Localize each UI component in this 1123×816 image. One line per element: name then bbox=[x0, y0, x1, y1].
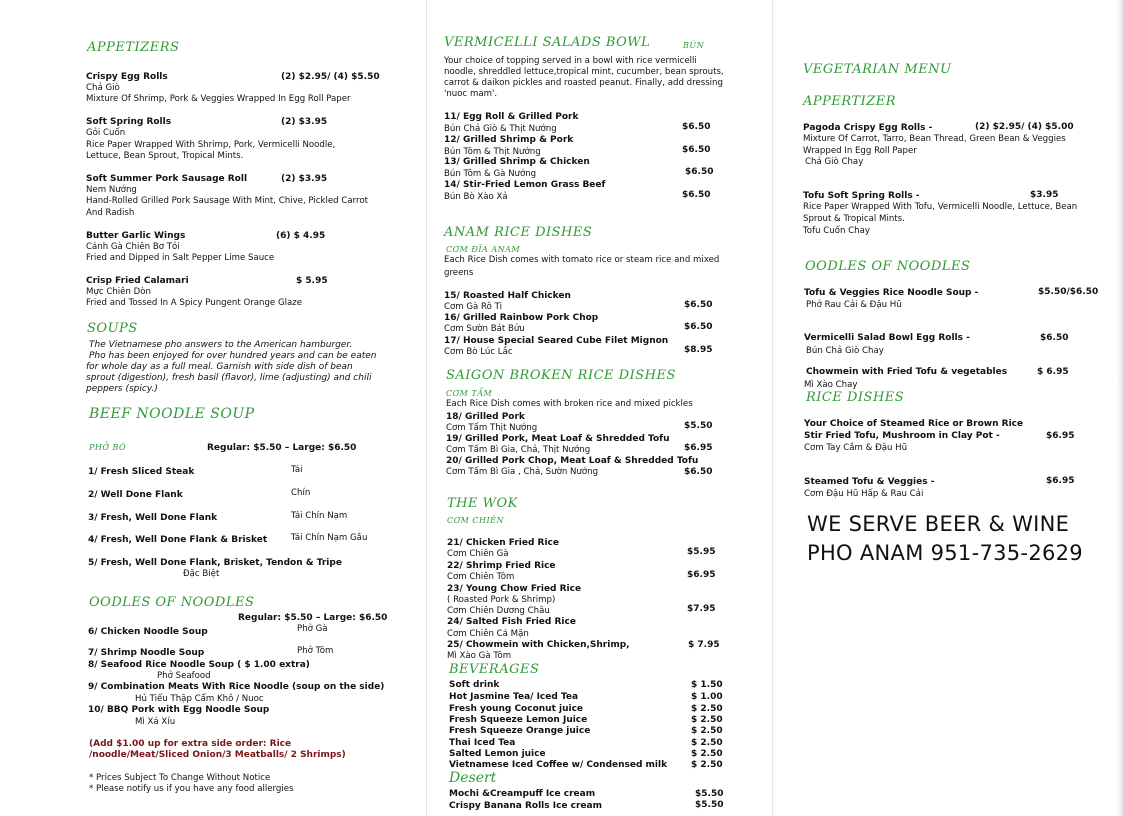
item-vietnamese-name: Cơm Tấm Thịt Nướng bbox=[446, 423, 538, 433]
item-price: $ 6.95 bbox=[1037, 367, 1069, 377]
item-name: Regular: $5.50 – Large: $6.50 bbox=[238, 613, 388, 623]
item-price: $5.50 bbox=[695, 800, 724, 810]
section-description: sprout (digestion), fresh basil (flavor), lime (adjusting) and chili bbox=[86, 373, 372, 383]
item-name: Vermicelli Salad Bowl Egg Rolls - bbox=[804, 333, 970, 343]
item-name: Fresh Squeeze Lemon Juice bbox=[449, 715, 588, 725]
section-heading: SOUPS bbox=[87, 321, 138, 336]
section-heading: SAIGON BROKEN RICE DISHES bbox=[446, 368, 676, 383]
item-price: $6.50 bbox=[684, 322, 713, 332]
section-heading: APPETIZERS bbox=[87, 40, 180, 55]
panel-fold-divider bbox=[772, 0, 773, 816]
item-price: (2) $2.95/ (4) $5.00 bbox=[975, 122, 1074, 132]
item-description: Rice Paper Wrapped With Tofu, Vermicelli Noodle, Lettuce, Bean bbox=[803, 202, 1078, 212]
item-name: 10/ BBQ Pork with Egg Noodle Soup bbox=[88, 705, 270, 715]
item-vietnamese-name: Gỏi Cuốn bbox=[86, 128, 126, 138]
item-price: $3.95 bbox=[1030, 190, 1059, 200]
item-name: Soft Spring Rolls bbox=[86, 117, 172, 127]
item-description: * Please notify us if you have any food allergies bbox=[89, 784, 294, 794]
section-description: Pho has been enjoyed for over hundred years and can be eaten bbox=[89, 351, 377, 361]
item-name: 6/ Chicken Noodle Soup bbox=[88, 627, 208, 637]
item-price: $ 2.50 bbox=[691, 715, 723, 725]
item-price: $6.50 bbox=[682, 145, 711, 155]
scan-edge-shadow bbox=[1117, 0, 1123, 816]
item-price: $ 1.50 bbox=[691, 680, 723, 690]
section-heading: APPERTIZER bbox=[803, 94, 897, 109]
item-vietnamese-name: Cơm Đậu Hũ Hấp & Rau Cải bbox=[804, 489, 924, 499]
item-price: $ 5.95 bbox=[296, 276, 328, 286]
item-price: $6.95 bbox=[687, 570, 716, 580]
item-name: Tofu Soft Spring Rolls - bbox=[803, 191, 920, 201]
item-vietnamese-name: Cơm Tay Cầm & Đậu Hũ bbox=[804, 443, 908, 453]
item-name: 20/ Grilled Pork Chop, Meat Loaf & Shredded Tofu bbox=[446, 456, 699, 466]
item-price: $6.95 bbox=[684, 443, 713, 453]
item-vietnamese-name: Hủ Tiếu Thập Cẩm Khô / Nuoc bbox=[135, 694, 264, 704]
section-heading: OODLES OF NOODLES bbox=[89, 595, 255, 610]
item-vietnamese-name: Cơm Chiên Cá Mặn bbox=[447, 629, 529, 639]
item-vietnamese-name: Đặc Biệt bbox=[183, 569, 220, 579]
section-description: for whole day as a full meal. Garnish with side dish of bean bbox=[86, 362, 353, 372]
item-name: Soft drink bbox=[449, 680, 500, 690]
item-price: $ 2.50 bbox=[691, 760, 723, 770]
item-name: Thai Iced Tea bbox=[449, 738, 516, 748]
item-vietnamese-name: Tái Chín Nạm bbox=[291, 511, 348, 521]
item-price: $6.50 bbox=[1040, 333, 1069, 343]
item-name: Crispy Egg Rolls bbox=[86, 72, 168, 82]
item-description: Mixture Of Shrimp, Pork & Veggies Wrapped In Egg Roll Paper bbox=[86, 94, 351, 104]
item-vietnamese-name: Bún Tôm & Gà Nướng bbox=[444, 169, 537, 179]
item-price: $6.50 bbox=[682, 190, 711, 200]
item-price: (2) $2.95/ (4) $5.50 bbox=[281, 72, 380, 82]
item-vietnamese-name: Phở Gà bbox=[297, 624, 328, 634]
section-subheading: BÚN bbox=[683, 41, 705, 50]
item-price: $5.50 bbox=[695, 789, 724, 799]
item-vietnamese-name: Bún Tôm & Thịt Nướng bbox=[444, 147, 541, 157]
item-name: 1/ Fresh Sliced Steak bbox=[88, 467, 195, 477]
item-price: $6.50 bbox=[685, 167, 714, 177]
item-vietnamese-name: Cánh Gà Chiên Bơ Tỏi bbox=[86, 242, 180, 252]
phone-number: PHO ANAM 951-735-2629 bbox=[807, 541, 1083, 565]
item-vietnamese-name: Phở Rau Cải & Đậu Hũ bbox=[806, 300, 902, 310]
section-heading: BEEF NOODLE SOUP bbox=[89, 406, 255, 422]
extra-order-note: /noodle/Meat/Sliced Onion/3 Meatballs/ 2 Shrimps) bbox=[89, 750, 346, 760]
section-heading: VERMICELLI SALADS BOWL bbox=[444, 35, 651, 50]
item-name: 15/ Roasted Half Chicken bbox=[444, 291, 571, 301]
item-vietnamese-name: Phở Seafood bbox=[157, 671, 211, 681]
item-description: carrot & daikon pickles and roasted peanut. Finally, add dressing bbox=[444, 78, 723, 88]
item-name: 3/ Fresh, Well Done Flank bbox=[88, 513, 218, 523]
section-subheading: CƠM CHIÊN bbox=[447, 516, 505, 525]
item-name: 24/ Salted Fish Fried Rice bbox=[447, 617, 576, 627]
item-description: Lettuce, Bean Sprout, Tropical Mints. bbox=[86, 151, 244, 161]
item-description: Wrapped In Egg Roll Paper bbox=[803, 146, 917, 156]
item-vietnamese-name: Phở Tôm bbox=[297, 646, 334, 656]
item-vietnamese-name: Cơm Sườn Bát Bửu bbox=[444, 324, 525, 334]
item-price: $6.95 bbox=[1046, 431, 1075, 441]
item-name: 25/ Chowmein with Chicken,Shrimp, bbox=[447, 640, 630, 650]
item-name: Tofu & Veggies Rice Noodle Soup - bbox=[804, 288, 979, 298]
section-heading: ANAM RICE DISHES bbox=[444, 225, 593, 240]
item-name: 17/ House Special Seared Cube Filet Mignon bbox=[444, 336, 669, 346]
item-vietnamese-name: Nem Nướng bbox=[86, 185, 137, 195]
item-vietnamese-name: Bún Bò Xào Xả bbox=[444, 192, 508, 202]
item-description: Sprout & Tropical Mints. bbox=[803, 214, 905, 224]
section-subheading: CƠM ĐĨA ANAM bbox=[446, 245, 521, 254]
item-name: 16/ Grilled Rainbow Pork Chop bbox=[444, 313, 599, 323]
item-vietnamese-name: Chín bbox=[291, 488, 311, 498]
item-price: $8.95 bbox=[684, 345, 713, 355]
item-name: 12/ Grilled Shrimp & Pork bbox=[444, 135, 574, 145]
item-vietnamese-name: Cơm Chiên Gà bbox=[447, 549, 509, 559]
item-name: 13/ Grilled Shrimp & Chicken bbox=[444, 157, 590, 167]
item-name: Salted Lemon juice bbox=[449, 749, 546, 759]
item-price: $ 7.95 bbox=[688, 640, 720, 650]
item-vietnamese-name: Tái Chín Nạm Gầu bbox=[291, 533, 368, 543]
section-heading: RICE DISHES bbox=[806, 390, 905, 405]
item-name: Soft Summer Pork Sausage Roll bbox=[86, 174, 248, 184]
item-price: (2) $3.95 bbox=[281, 117, 328, 127]
item-price: $6.50 bbox=[684, 467, 713, 477]
item-name: Steamed Tofu & Veggies - bbox=[804, 477, 935, 487]
section-heading: BEVERAGES bbox=[449, 662, 540, 677]
item-price: (6) $ 4.95 bbox=[276, 231, 326, 241]
item-description: Fried and Dipped in Salt Pepper Lime Sauce bbox=[86, 253, 275, 263]
item-price: $7.95 bbox=[687, 604, 716, 614]
item-vietnamese-name: Chả Giò Chay bbox=[805, 157, 864, 167]
item-price: $ 2.50 bbox=[691, 726, 723, 736]
item-name: Butter Garlic Wings bbox=[86, 231, 186, 241]
item-description: Rice Paper Wrapped With Shrimp, Pork, Vermicelli Noodle, bbox=[86, 140, 336, 150]
item-name: Vietnamese Iced Coffee w/ Condensed milk bbox=[449, 760, 668, 770]
item-vietnamese-name: Mì Xào Gà Tôm bbox=[447, 651, 512, 661]
item-vietnamese-name: Cơm Chiên Tôm bbox=[447, 572, 515, 582]
item-description: * Prices Subject To Change Without Notice bbox=[89, 773, 271, 783]
item-name: Crisp Fried Calamari bbox=[86, 276, 189, 286]
item-name: 8/ Seafood Rice Noodle Soup ( $ 1.00 extra) bbox=[88, 660, 310, 670]
item-vietnamese-name: Mì Xào Chay bbox=[804, 380, 858, 390]
item-price: $5.50/$6.50 bbox=[1038, 287, 1099, 297]
section-description: The Vietnamese pho answers to the American hamburger. bbox=[89, 340, 353, 350]
item-description: greens bbox=[444, 268, 474, 278]
item-description: 'nuoc mam'. bbox=[444, 89, 498, 99]
item-name: 2/ Well Done Flank bbox=[88, 490, 183, 500]
item-vietnamese-name: Tái bbox=[291, 465, 303, 475]
item-price: $6.50 bbox=[684, 300, 713, 310]
item-description: And Radish bbox=[86, 208, 135, 218]
item-price: $6.95 bbox=[1046, 476, 1075, 486]
item-vietnamese-name: Cơm Tấm Bì Gia , Chả, Sườn Nướng bbox=[446, 467, 599, 477]
item-price: (2) $3.95 bbox=[281, 174, 328, 184]
item-description: Hand-Rolled Grilled Pork Sausage With Mint, Chive, Pickled Carrot bbox=[86, 196, 368, 206]
item-name: 5/ Fresh, Well Done Flank, Brisket, Tendon & Tripe bbox=[88, 558, 342, 568]
item-description: Your choice of topping served in a bowl with rice vermicelli bbox=[444, 56, 697, 66]
item-name: 4/ Fresh, Well Done Flank & Brisket bbox=[88, 535, 268, 545]
item-price: $ 2.50 bbox=[691, 749, 723, 759]
item-name: 14/ Stir-Fried Lemon Grass Beef bbox=[444, 180, 606, 190]
item-vietnamese-name: ( Roasted Pork & Shrimp) bbox=[447, 595, 556, 605]
item-description: Each Rice Dish comes with broken rice and mixed pickles bbox=[446, 399, 693, 409]
item-name: 22/ Shrimp Fried Rice bbox=[447, 561, 556, 571]
panel-fold-divider bbox=[426, 0, 427, 816]
item-description: Mixture Of Carrot, Tarro, Bean Thread, Green Bean & Veggies bbox=[803, 134, 1066, 144]
item-name: 9/ Combination Meats With Rice Noodle (soup on the side) bbox=[88, 682, 385, 692]
item-name: Mochi &Creampuff Ice cream bbox=[449, 789, 596, 799]
item-vietnamese-name: Cơm Gà Rô Ti bbox=[444, 302, 502, 312]
item-name: Regular: $5.50 – Large: $6.50 bbox=[207, 443, 357, 453]
section-subheading: PHỞ BÒ bbox=[89, 443, 127, 452]
extra-order-note: (Add $1.00 up for extra side order: Rice bbox=[89, 739, 292, 749]
item-name: 7/ Shrimp Noodle Soup bbox=[88, 648, 205, 658]
item-price: $ 2.50 bbox=[691, 704, 723, 714]
item-vietnamese-name: Cơm Tấm Bì Gia, Chả, Thịt Nướng bbox=[446, 445, 591, 455]
item-name: Pagoda Crispy Egg Rolls - bbox=[803, 123, 933, 133]
item-name: 23/ Young Chow Fried Rice bbox=[447, 584, 582, 594]
item-description: Fried and Tossed In A Spicy Pungent Orange Glaze bbox=[86, 298, 303, 308]
item-price: $5.50 bbox=[684, 421, 713, 431]
item-name: Fresh Squeeze Orange juice bbox=[449, 726, 591, 736]
item-name: Fresh young Coconut juice bbox=[449, 704, 584, 714]
item-description: Each Rice Dish comes with tomato rice or steam rice and mixed bbox=[444, 255, 720, 265]
item-price: $ 2.50 bbox=[691, 738, 723, 748]
section-heading: VEGETARIAN MENU bbox=[803, 62, 952, 77]
promo-text: WE SERVE BEER & WINE bbox=[807, 512, 1070, 536]
section-description: peppers (spicy.) bbox=[86, 384, 158, 394]
item-vietnamese-name: Cơm Bò Lúc Lắc bbox=[444, 347, 513, 357]
section-subheading: CƠM TẤM bbox=[446, 389, 493, 398]
item-name: Stir Fried Tofu, Mushroom in Clay Pot - bbox=[804, 431, 1000, 441]
item-price: $ 1.00 bbox=[691, 692, 723, 702]
item-vietnamese-name: Chả Giò bbox=[86, 83, 120, 93]
item-vietnamese-name: Bún Chả Giò Chay bbox=[806, 346, 884, 356]
section-heading: THE WOK bbox=[447, 496, 518, 511]
item-price: $5.95 bbox=[687, 547, 716, 557]
item-description: noodle, shreddled lettuce,tropical mint, cucumber, bean sprouts, bbox=[444, 67, 724, 77]
item-vietnamese-name: Tofu Cuốn Chay bbox=[803, 226, 870, 236]
item-vietnamese-name: Cơm Chiên Dương Châu bbox=[447, 606, 550, 616]
item-price: $6.50 bbox=[682, 122, 711, 132]
section-heading: OODLES OF NOODLES bbox=[805, 259, 971, 274]
item-name: 18/ Grilled Pork bbox=[446, 412, 525, 422]
section-heading: Desert bbox=[449, 770, 497, 786]
item-vietnamese-name: Bún Chả Giò & Thịt Nướng bbox=[444, 124, 557, 134]
item-name: Your Choice of Steamed Rice or Brown Rice bbox=[804, 419, 1024, 429]
item-vietnamese-name: Mực Chiên Dòn bbox=[86, 287, 151, 297]
item-name: Hot Jasmine Tea/ Iced Tea bbox=[449, 692, 579, 702]
item-vietnamese-name: Mì Xá Xíu bbox=[135, 717, 176, 727]
item-name: 21/ Chicken Fried Rice bbox=[447, 538, 559, 548]
item-name: Crispy Banana Rolls Ice cream bbox=[449, 801, 602, 811]
item-name: 19/ Grilled Pork, Meat Loaf & Shredded Tofu bbox=[446, 434, 670, 444]
item-name: Chowmein with Fried Tofu & vegetables bbox=[806, 367, 1008, 377]
item-name: 11/ Egg Roll & Grilled Pork bbox=[444, 112, 579, 122]
